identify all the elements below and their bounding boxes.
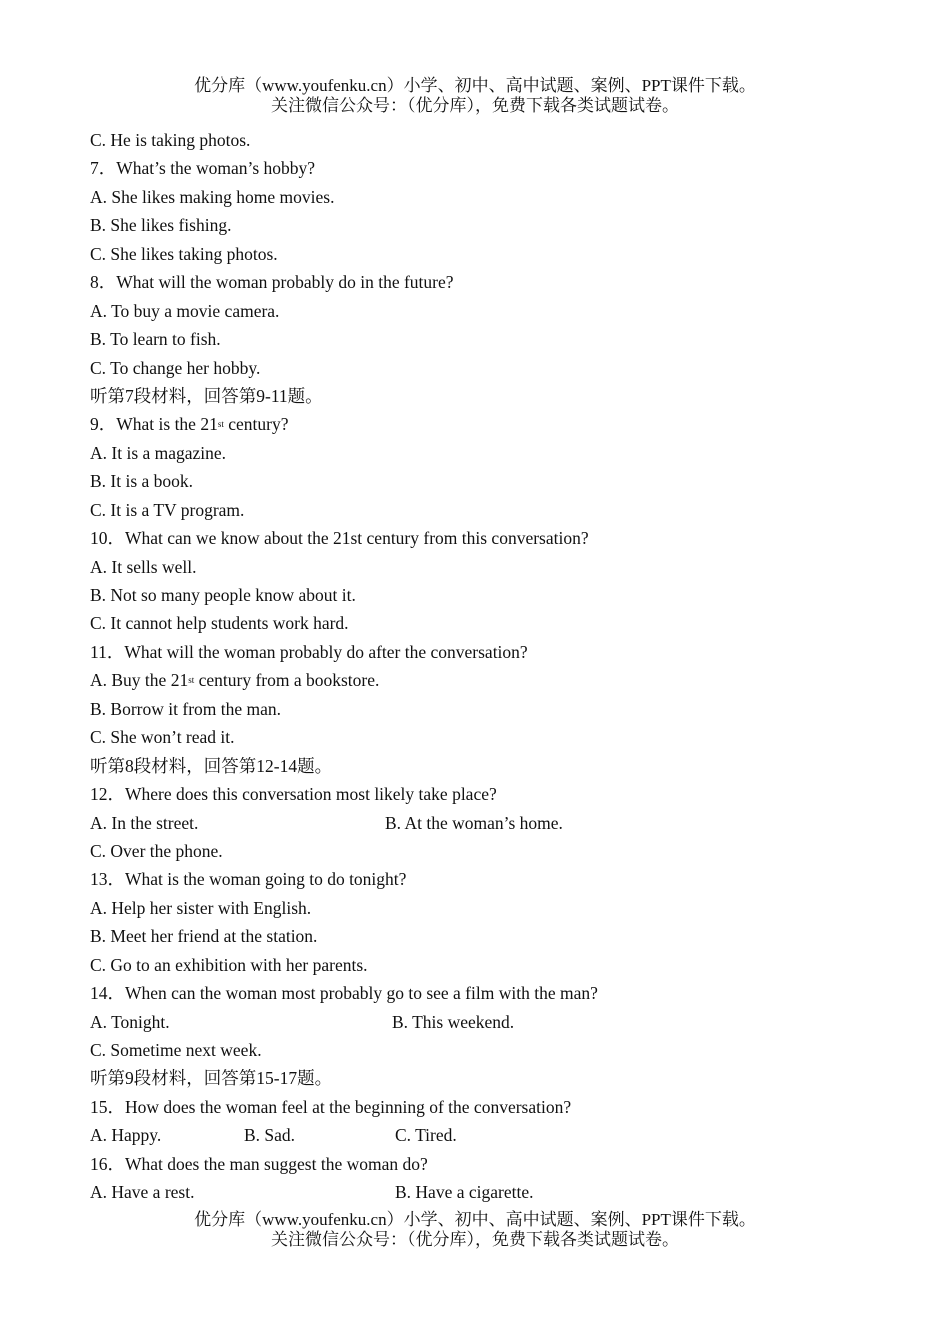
q14-option-c: C. Sometime next week. bbox=[90, 1040, 262, 1060]
q10-option-a: A. It sells well. bbox=[90, 556, 197, 577]
q16-question: 16．What does the man suggest the woman do? bbox=[90, 1153, 428, 1174]
q11-option-c: C. She won’t read it. bbox=[90, 727, 235, 748]
q16-option-b: B. Have a cigarette. bbox=[395, 1182, 534, 1203]
q12-options-row bbox=[90, 809, 890, 837]
q14-option-b: B. This weekend. bbox=[392, 1011, 515, 1032]
header-line-2: 关注微信公众号：（优分库），免费下载各类试题试卷。 bbox=[271, 96, 679, 115]
header-line-1: 优分库（www.youfenku.cn）小学、初中、高中试题、案例、PPT课件下载。 bbox=[194, 76, 756, 95]
q7-option-b: B. She likes fishing. bbox=[90, 215, 232, 236]
q7-option-c: C. She likes taking photos. bbox=[90, 243, 278, 264]
q12-option-a: A. In the street. bbox=[90, 812, 199, 833]
q11-option-b: B. Borrow it from the man. bbox=[90, 698, 282, 719]
q15-option-b: B. Sad. bbox=[244, 1125, 296, 1146]
q13-option-a: A. Help her sister with English. bbox=[90, 897, 312, 918]
q10-option-c: C. It cannot help students work hard. bbox=[90, 613, 349, 634]
q15-question: 15．How does the woman feel at the beginning of the conversation? bbox=[90, 1096, 572, 1117]
q14-option-a: A. Tonight. bbox=[90, 1011, 170, 1032]
q7-option-a: A. She likes making home movies. bbox=[90, 186, 335, 207]
q9-option-c: C. It is a TV program. bbox=[90, 499, 245, 520]
q12-question: 12．Where does this conversation most likely take place? bbox=[90, 784, 497, 805]
footer-line-2: 关注微信公众号：（优分库），免费下载各类试题试卷。 bbox=[271, 1230, 679, 1249]
q9-question bbox=[90, 410, 890, 438]
q11-option-a-text: A. Buy the 21 bbox=[90, 670, 189, 691]
q11-option-a-text-end: century from a bookstore. bbox=[194, 670, 380, 691]
q9-option-b: B. It is a book. bbox=[90, 471, 194, 492]
q12-option-b: B. At the woman’s home. bbox=[385, 812, 563, 833]
q15-options-row bbox=[90, 1121, 890, 1149]
q16-options-row bbox=[90, 1178, 890, 1206]
page-header bbox=[0, 76, 950, 116]
q10-option-b: B. Not so many people know about it. bbox=[90, 585, 356, 605]
section-9-instruction: 听第9段材料，回答第15-17题。 bbox=[90, 1068, 333, 1089]
q14-options-row bbox=[90, 1008, 890, 1036]
q11-option-a-superscript: st bbox=[188, 675, 195, 686]
section-8-instruction: 听第8段材料，回答第12-14题。 bbox=[90, 755, 333, 776]
q9-question-text: 9．What is the 21 bbox=[90, 414, 218, 435]
q9-question-text-end: century? bbox=[223, 414, 289, 435]
q13-option-c: C. Go to an exhibition with her parents. bbox=[90, 954, 368, 975]
page-footer bbox=[0, 1210, 950, 1250]
q9-question-superscript: st bbox=[217, 419, 224, 430]
q8-option-c: C. To change her hobby. bbox=[90, 357, 261, 378]
q15-option-a: A. Happy. bbox=[90, 1125, 162, 1146]
q11-question: 11．What will the woman probably do after the conversation? bbox=[90, 641, 528, 662]
q13-option-b: B. Meet her friend at the station. bbox=[90, 926, 318, 947]
q7-question: 7．What’s the woman’s hobby? bbox=[90, 158, 316, 179]
q8-question: 8．What will the woman probably do in the future? bbox=[90, 272, 454, 293]
q13-question: 13．What is the woman going to do tonight? bbox=[90, 869, 407, 890]
q8-option-b: B. To learn to fish. bbox=[90, 329, 221, 350]
exam-content bbox=[90, 126, 890, 1207]
footer-line-1: 优分库（www.youfenku.cn）小学、初中、高中试题、案例、PPT课件下载。 bbox=[194, 1210, 756, 1229]
q14-question: 14．When can the woman most probably go to see a film with the man? bbox=[90, 983, 598, 1004]
q8-option-a: A. To buy a movie camera. bbox=[90, 300, 280, 321]
q16-option-a: A. Have a rest. bbox=[90, 1182, 195, 1203]
q15-option-c: C. Tired. bbox=[395, 1125, 457, 1146]
q12-option-c: C. Over the phone. bbox=[90, 840, 223, 861]
section-7-instruction: 听第7段材料，回答第9-11题。 bbox=[90, 385, 323, 406]
q9-option-a: A. It is a magazine. bbox=[90, 442, 227, 463]
q11-option-a bbox=[90, 666, 890, 694]
q6-option-c: C. He is taking photos. bbox=[90, 130, 251, 150]
q10-question: 10．What can we know about the 21st century from this conversation? bbox=[90, 528, 589, 549]
